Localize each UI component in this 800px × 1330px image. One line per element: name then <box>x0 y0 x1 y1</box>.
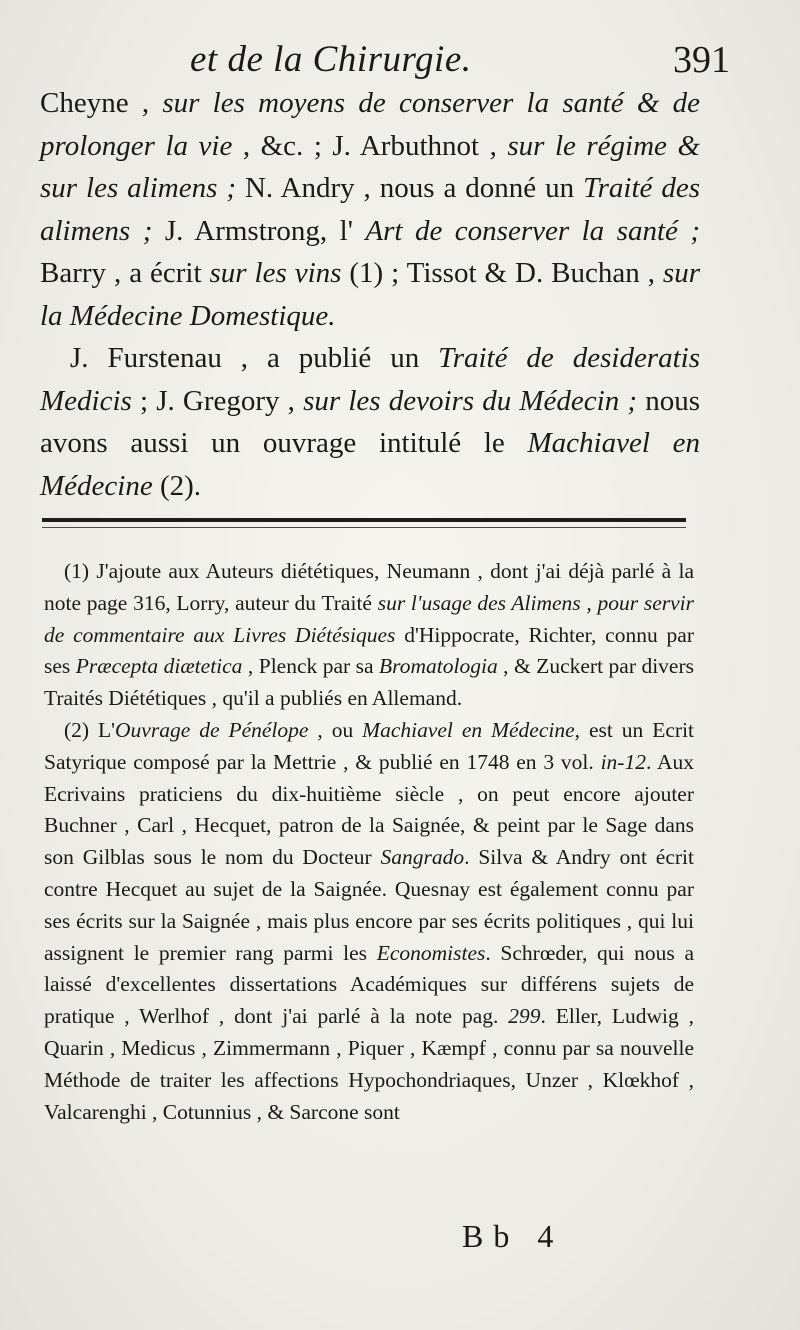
text-span: Barry , a écrit <box>40 257 210 289</box>
text-span: , Plenck par sa <box>242 654 380 679</box>
italic-span: Economistes <box>376 940 486 965</box>
text-span: , ou <box>308 717 363 742</box>
text-span: . Silva & Andry ont écrit contre Hecquet au sujet de la Saignée. Quesnay est également connu par ses écrits sur la Saignée , mais plus encore par ses écrits politiques , qui lui assignent le premier rang parmi les <box>44 845 694 965</box>
main-paragraph <box>40 82 700 337</box>
italic-span: sur la Médecine Domestique. <box>40 257 700 332</box>
text-span: , & Zuckert par divers Traités Diététiques , qu'il a publiés en Allemand. <box>44 654 694 711</box>
italic-span: Ouvrage de Pénélope <box>115 717 309 742</box>
italic-span: Art de conserver la santé ; <box>365 214 701 247</box>
page-number: 391 <box>673 39 730 81</box>
text-span: ; J. Gregory , <box>131 384 304 417</box>
text-span: . Aux Ecrivains praticiens du dix-huitième siècle , on peut encore ajouter Buchner , Carl , Hecquet, patron de la Saignée, & peint par le Sage dans son Gilblas sous le nom du Docteur <box>44 749 694 870</box>
text-span: d'Hippocrate, Richter, connu par ses <box>44 622 694 679</box>
italic-span: sur les vins <box>209 257 342 289</box>
italic-span: sur l'usage des Alimens , pour servir de commentaire aux Livres Diétésiques <box>44 590 695 647</box>
italic-span: Machiavel en Médecine <box>40 427 700 502</box>
text-span: (2). <box>152 469 202 502</box>
italic-span: Præcepta diætetica <box>75 654 243 679</box>
text-span: nous avons aussi un ouvrage intitulé le <box>40 384 700 459</box>
text-span: , &c. ; J. Arbuthnot , <box>232 129 508 162</box>
main-paragraph <box>40 337 700 507</box>
italic-span: Bromatologia <box>379 654 498 679</box>
main-text <box>40 82 700 507</box>
text-span: . Schrœder, qui nous a laissé d'excellentes dissertations Académiques sur différens sujets de pratique , Werlhof , dont j'ai parlé à la note pag. <box>44 940 694 1029</box>
text-span: J. Furstenau , a publié un <box>70 342 439 374</box>
text-span: . Eller, Ludwig , Quarin , Medicus , Zimmermann , Piquer , Kæmpf , connu par sa nouvelle Méthode de traiter les affections Hypochondriaques, Unzer , Klœkhof , Valcarenghi , Cotunnius , & Sarcone sont <box>44 1004 694 1124</box>
footnote-divider-thin <box>42 527 686 528</box>
italic-span: Sangrado <box>380 845 465 870</box>
footnote-2 <box>44 715 694 1128</box>
text-span: N. Andry , nous a donné un <box>236 172 584 204</box>
italic-span: sur les moyens de conserver la santé & de prolonger la vie <box>40 87 700 162</box>
running-title: et de la Chirurgie. <box>190 39 472 80</box>
text-span: , est un Ecrit Satyrique composé par la Mettrie , & publié en 1748 en 3 vol. <box>44 717 695 774</box>
italic-span: Traité des alimens ; <box>40 172 700 247</box>
footnote-1 <box>44 556 694 715</box>
page-header <box>190 28 730 88</box>
footnotes <box>44 556 694 1128</box>
italic-span: sur les devoirs du Médecin ; <box>303 384 638 417</box>
text-span: (1) ; Tissot & D. Buchan , <box>341 257 663 289</box>
italic-span: 299 <box>508 1004 541 1029</box>
text-span: Cheyne , <box>40 87 163 119</box>
text-span: (1) J'ajoute aux Auteurs diététiques, Neumann , dont j'ai déjà parlé à la note page 316, Lorry, auteur du Traité <box>44 559 694 615</box>
italic-span: sur le régime & sur les alimens ; <box>40 129 701 204</box>
signature-mark: Bb 4 <box>462 1218 564 1254</box>
italic-span: in-12 <box>600 749 646 774</box>
text-span: (2) L' <box>64 717 116 742</box>
italic-span: Machiavel en Médecine <box>362 717 575 742</box>
text-span: J. Armstrong, l' <box>152 214 366 247</box>
footnote-divider-thick <box>42 518 686 522</box>
italic-span: Traité de desideratis Medicis <box>40 342 700 417</box>
